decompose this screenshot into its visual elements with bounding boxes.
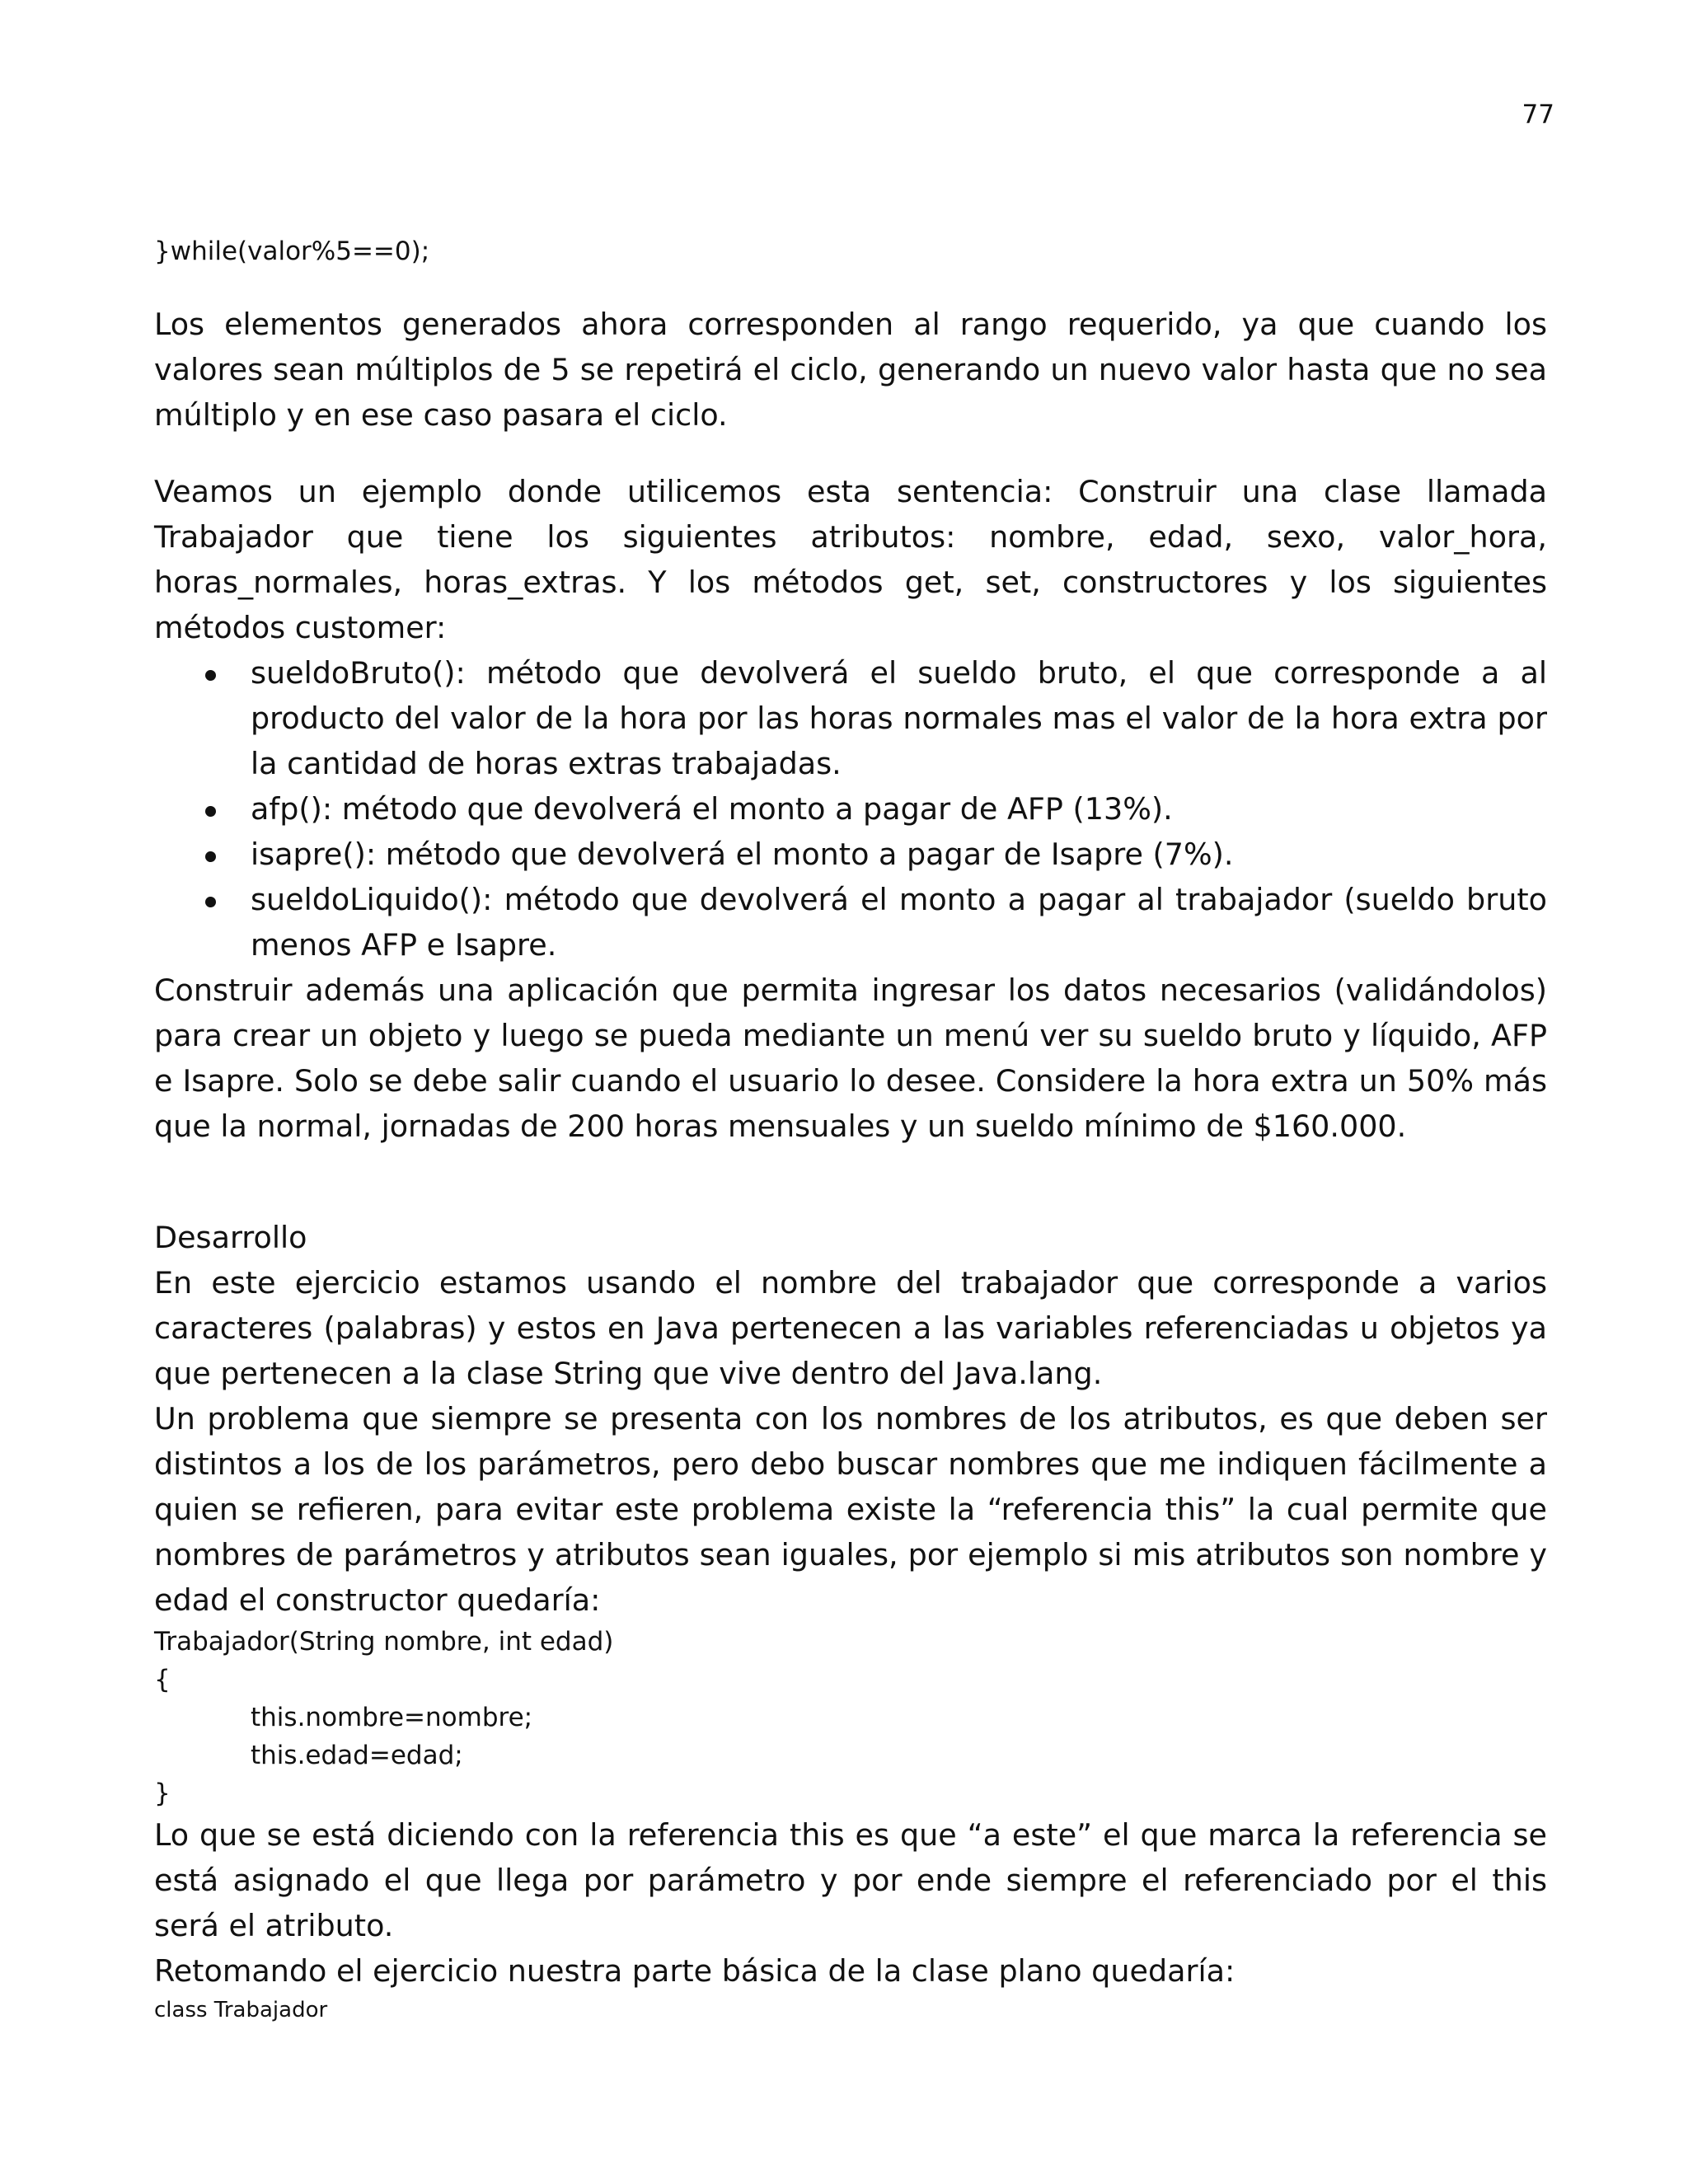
paragraph-rango: Los elementos generados ahora corresponden al rango requerido, ya que cuando los valores sean múltiplos de 5 se repetirá el ciclo, generando un nuevo valor hasta que no sea múltiplo y en ese caso pasara el ciclo. xyxy=(154,307,1547,433)
code-class: class Trabajador xyxy=(154,1998,328,2022)
bullet-icon xyxy=(205,851,216,862)
code-while: }while(valor%5==0); xyxy=(154,237,430,266)
code-line-nombre: this.nombre=nombre; xyxy=(251,1703,533,1732)
list-item xyxy=(154,877,1547,968)
page-content xyxy=(154,232,1547,2027)
list-item xyxy=(154,650,1547,786)
list-item-text: sueldoBruto(): método que devolverá el sueldo bruto, el que corresponde a al producto del valor de la hora por las horas normales mas el valor de la hora extra por la cantidad de horas extras trabajadas. xyxy=(251,655,1547,781)
list-item-text: sueldoLiquido(): método que devolverá el monto a pagar al trabajador (sueldo bruto menos AFP e Isapre. xyxy=(251,882,1547,963)
paragraph-retomando: Retomando el ejercicio nuestra parte básica de la clase plano quedaría: xyxy=(154,1953,1236,1989)
paragraph-string: En este ejercicio estamos usando el nombre del trabajador que corresponde a varios caracteres (palabras) y estos en Java pertenecen a las variables referenciadas u objetos ya que pertenecen a la clase String que vive dentro del Java.lang. xyxy=(154,1265,1547,1391)
list-item xyxy=(154,832,1547,877)
methods-list xyxy=(154,650,1547,968)
paragraph-aplicacion: Construir además una aplicación que permita ingresar los datos necesarios (validándolos) para crear un objeto y luego se pueda mediante un menú ver su sueldo bruto y líquido, AFP e Isapre. Solo se debe salir cuando el usuario lo desee. Considere la hora extra un 50% más que la normal, jornadas de 200 horas mensuales y un sueldo mínimo de $160.000. xyxy=(154,972,1547,1144)
spacer xyxy=(154,270,1547,302)
list-item-text: isapre(): método que devolverá el monto a pagar de Isapre (7%). xyxy=(251,837,1234,872)
spacer xyxy=(154,1149,1547,1215)
page-number: 77 xyxy=(1522,100,1554,129)
code-open-brace: { xyxy=(154,1665,171,1694)
bullet-icon xyxy=(205,897,216,907)
paragraph-this: Un problema que siempre se presenta con los nombres de los atributos, es que deben ser distintos a los de los parámetros, pero debo buscar nombres que me indiquen fácilmente a quien se refieren, para evitar este problema existe la “referencia this” la cual permite que nombres de parámetros y atributos sean iguales, por ejemplo si mis atributos son nombre y edad el constructor quedaría: xyxy=(154,1401,1547,1618)
bullet-icon xyxy=(205,670,216,681)
list-item xyxy=(154,786,1547,832)
code-line-edad: this.edad=edad; xyxy=(251,1741,463,1770)
paragraph-ejemplo: Veamos un ejemplo donde utilicemos esta sentencia: Construir una clase llamada Trabajador que tiene los siguientes atributos: nombre, edad, sexo, valor_hora, horas_normales, horas_extras. Y los métodos get, set, constructores y los siguientes métodos customer: xyxy=(154,474,1547,645)
heading-desarrollo: Desarrollo xyxy=(154,1220,307,1255)
bullet-icon xyxy=(205,806,216,817)
paragraph-explicacion: Lo que se está diciendo con la referencia this es que “a este” el que marca la referencia se está asignado el que llega por parámetro y por ende siempre el referenciado por el this será el atributo. xyxy=(154,1817,1547,1943)
code-close-brace: } xyxy=(154,1779,171,1808)
code-constructor-signature: Trabajador(String nombre, int edad) xyxy=(154,1627,614,1657)
spacer xyxy=(154,438,1547,469)
list-item-text: afp(): método que devolverá el monto a pagar de AFP (13%). xyxy=(251,791,1173,827)
